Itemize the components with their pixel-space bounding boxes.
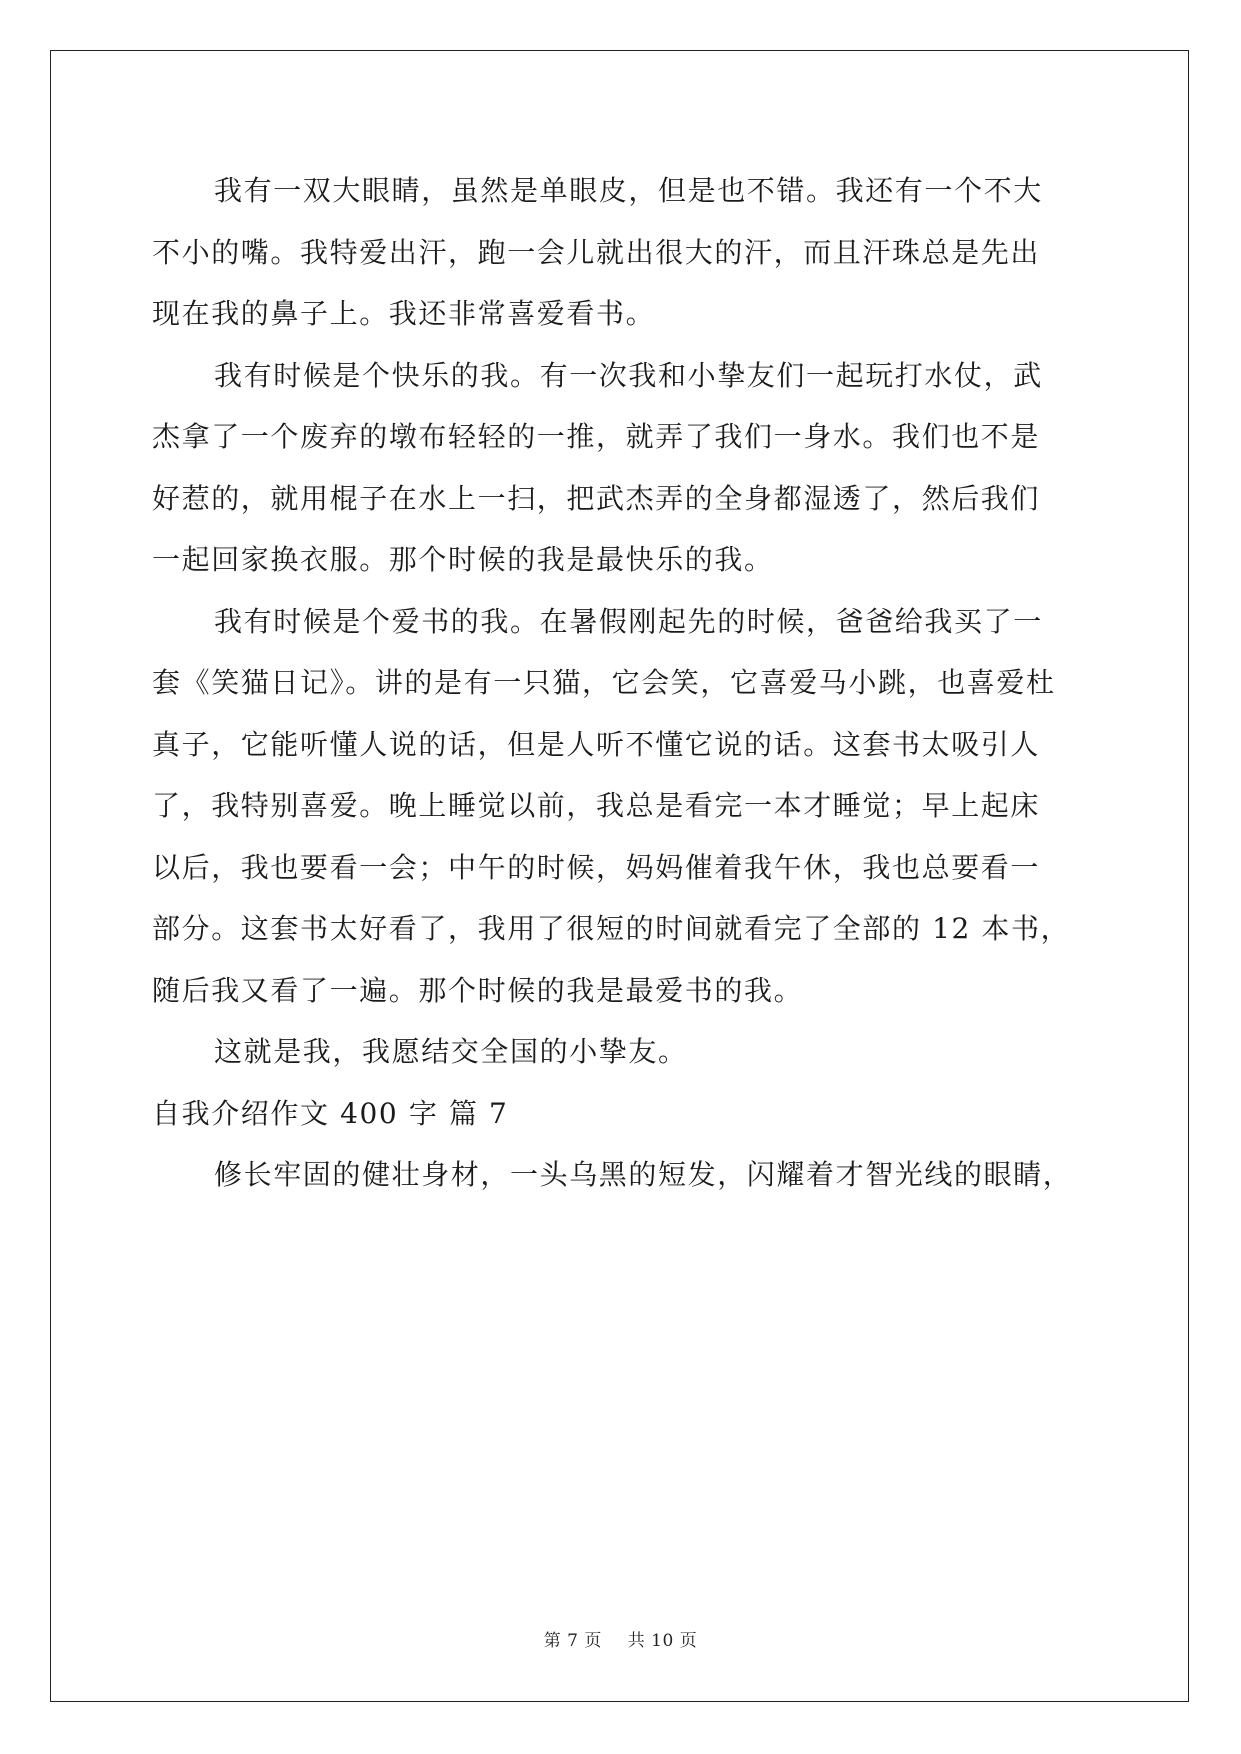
text-line: 套《笑猫日记》。讲的是有一只猫，它会笑，它喜爱马小跳，也喜爱杜 bbox=[152, 666, 1056, 699]
page-number: 第 7 页 bbox=[543, 1631, 602, 1651]
text-line: 随后我又看了一遍。那个时候的我是最爱书的我。 bbox=[152, 973, 804, 1007]
text-line: 了，我特别喜爱。晚上睡觉以前，我总是看完一本才睡觉；早上起床 bbox=[152, 789, 1041, 822]
text-line: 修长牢固的健壮身材，一头乌黑的短发，闪耀着才智光线的眼睛， bbox=[214, 1158, 1073, 1191]
text-line: 我有一双大眼睛，虽然是单眼皮，但是也不错。我还有一个不大 bbox=[214, 174, 1043, 207]
text-line: 好惹的，就用棍子在水上一扫，把武杰弄的全身都湿透了，然后我们 bbox=[152, 481, 1041, 515]
text-line: 真子，它能听懂人说的话，但是人听不懂它说的话。这套书太吸引人 bbox=[152, 727, 1041, 761]
text-line: 以后，我也要看一会；中午的时候，妈妈催着我午休，我也总要看一 bbox=[152, 850, 1041, 884]
text-line: 我有时候是个爱书的我。在暑假刚起先的时候，爸爸给我买了一 bbox=[214, 604, 1043, 638]
page-total: 共 10 页 bbox=[627, 1631, 698, 1651]
text-line: 现在我的鼻子上。我还非常喜爱看书。 bbox=[152, 297, 656, 330]
text-line: 杰拿了一个废弃的墩布轻轻的一推，就弄了我们一身水。我们也不是 bbox=[152, 420, 1041, 453]
text-line: 这就是我，我愿结交全国的小挚友。 bbox=[214, 1035, 688, 1068]
text-line: 我有时候是个快乐的我。有一次我和小挚友们一起玩打水仗，武 bbox=[214, 358, 1043, 392]
section-heading: 自我介绍作文 400 字 篇 7 bbox=[152, 1096, 509, 1130]
text-line: 不小的嘴。我特爱出汗，跑一会儿就出很大的汗，而且汗珠总是先出 bbox=[152, 235, 1041, 269]
page-footer bbox=[0, 1626, 1241, 1651]
text-line: 一起回家换衣服。那个时候的我是最快乐的我。 bbox=[152, 543, 774, 576]
text-line: 部分。这套书太好看了，我用了很短的时间就看完了全部的 12 本书， bbox=[152, 912, 1071, 945]
document-body bbox=[152, 160, 1112, 1206]
